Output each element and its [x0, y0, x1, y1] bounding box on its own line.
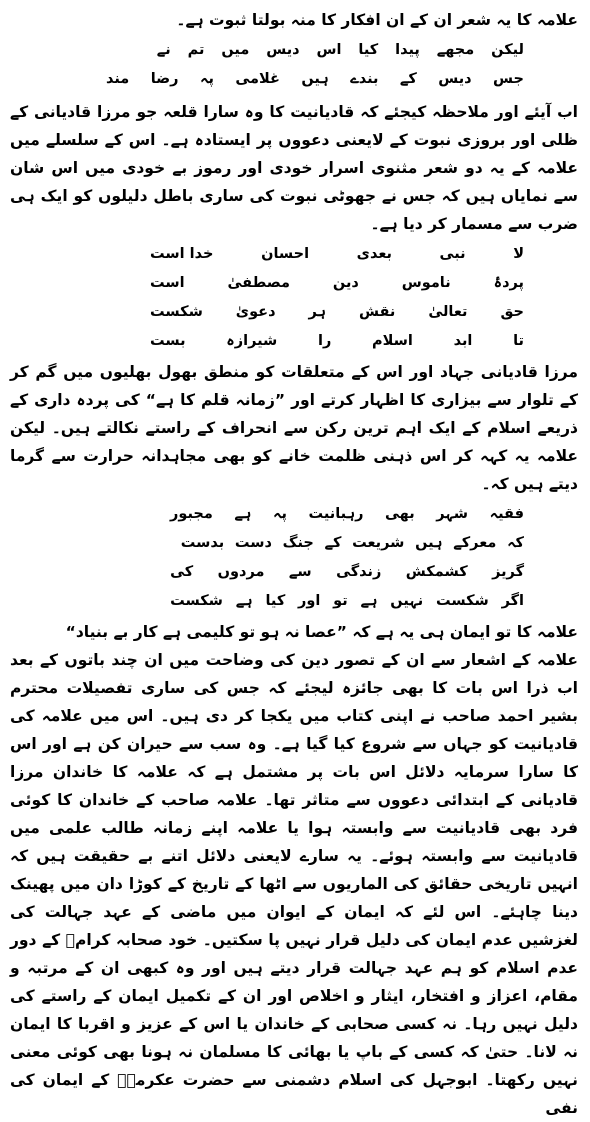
verse-block-3: [170, 500, 524, 616]
verse-line: گریز کشمکش زندگی سے مردوں کی: [170, 564, 524, 580]
verse-line: حق تعالیٰ نقش ہر دعویٰ شکست: [150, 304, 524, 320]
paragraph-iman: علامہ کا تو ایمان ہی یہ ہے کہ ”عصا نہ ہو تو کلیمی ہے کار بے بنیاد“: [65, 623, 578, 641]
verse-line: اگر شکست نہیں ہے تو اور کیا ہے شکست: [170, 593, 524, 609]
verse-line: فقیہ شہر بھی رہبانیت پہ ہے مجبور: [170, 506, 524, 522]
paragraph-jihad: مرزا قادیانی جہاد اور اس کے متعلقات کو منطق بھول بھلیوں میں گم کر کے تلوار سے بیزاری کا اظہار کرتے اور ”زمانہ قلم کا ہے“ کی پردہ داری کے ذریعے اسلام کے ایک اہم ترین رکن سے انحراف کے راستے نکالتے ہیں۔ لیکن علامہ یہ کہہ کر اس ذہنی ظلمت خانے کو بھی مجاہدانہ حرارت سے گرما دیتے ہیں کہ۔: [10, 363, 578, 493]
verse-line: جس دیس کے بندے ہیں غلامی پہ رضا مند: [106, 71, 524, 87]
verse-line: پردۂ ناموس دین مصطفیٰ است: [150, 275, 524, 291]
verse-block-1: [106, 36, 524, 94]
verse-line: تا ابد اسلام را شیرازہ بست: [150, 333, 524, 349]
verse-block-2: [150, 240, 524, 356]
paragraph-analysis: علامہ کے اشعار سے ان کے تصور دین کی وضاحت میں ان چند باتوں کے بعد اب ذرا اس بات کا بھی جائزہ لیجئے کہ جس کی ساری تفصیلات محترم بشیر احمد صاحب نے اپنی کتاب میں یکجا کر دی ہیں۔ اس میں علامہ کی قادیانیت کو جہاں سے شروع کیا گیا ہے۔ وہ سب سے حیران کن ہے اور اس کا سارا سرمایہ دلائل اس بات پر مشتمل ہے کہ علامہ کا خاندان مرزا قادیانی کے ابتدائی دعووں سے متاثر تھا۔ علامہ صاحب کے خاندان کا کوئی فرد بھی قادیانیت سے وابستہ ہوا یا علامہ اپنے زمانہ طالب علمی میں قادیانیت سے وابستہ ہوئے۔ یہ سارے لایعنی دلائل اتنے بے حقیقت ہیں کہ انہیں تاریخی حقائق کی الماریوں سے اٹھا کے تاریخ کے کوڑا دان میں پھینک دینا چاہئے۔ اس لئے کہ ایمان کے ایوان میں ماضی کے عہد جہالت کی لغزشیں عدم ایمان کی دلیل قرار نہیں پا سکتیں۔ خود صحابہ کرامؓ کے دور عدم اسلام کو ہم عہد جہالت قرار دیتے ہیں اور وہ کبھی ان کے مرتبہ و مقام، اعزاز و افتخار، ایثار و اخلاص اور ان کے تکمیل ایمان کے راستے کی دلیل نہیں رہا۔ نہ کسی صحابی کے خاندان یا اس کے عزیز و اقربا کا ایمان نہ لانا۔ حتیٰ کہ کسی کے باپ یا بھائی کا مسلمان نہ ہونا بھی کوئی معنی نہیں رکھتا۔ ابوجہل کی اسلام دشمنی سے حضرت عکرمہؓ کے ایمان کی نفی: [10, 651, 578, 1117]
verse-line: لیکن مجھے پیدا کیا اس دیس میں تم نے: [156, 42, 524, 58]
paragraph-intro: علامہ کا یہ شعر ان کے ان افکار کا منہ بولتا ثبوت ہے۔: [176, 11, 578, 29]
verse-line: کہ معرکے ہیں شریعت کے جنگ دست بدست: [180, 535, 524, 551]
paragraph-lahori: اب آیئے اور ملاحظہ کیجئے کہ قادیانیت کا وہ سارا قلعہ جو مرزا قادیانی کے ظلی اور بروزی نبوت کے لایعنی دعووں پر ایستادہ ہے۔ اس کے سلسلے میں علامہ کے یہ دو شعر مثنوی اسرار خودی اور رموز بے خودی میں اس شان سے نمایاں ہیں کہ جس نے جھوٹی نبوت کی ساری باطل دلیلوں کو ایک ہی ضرب سے مسمار کر دیا ہے۔: [10, 103, 578, 233]
verse-line: لا نبی بعدی احسان خدا است: [150, 246, 524, 262]
